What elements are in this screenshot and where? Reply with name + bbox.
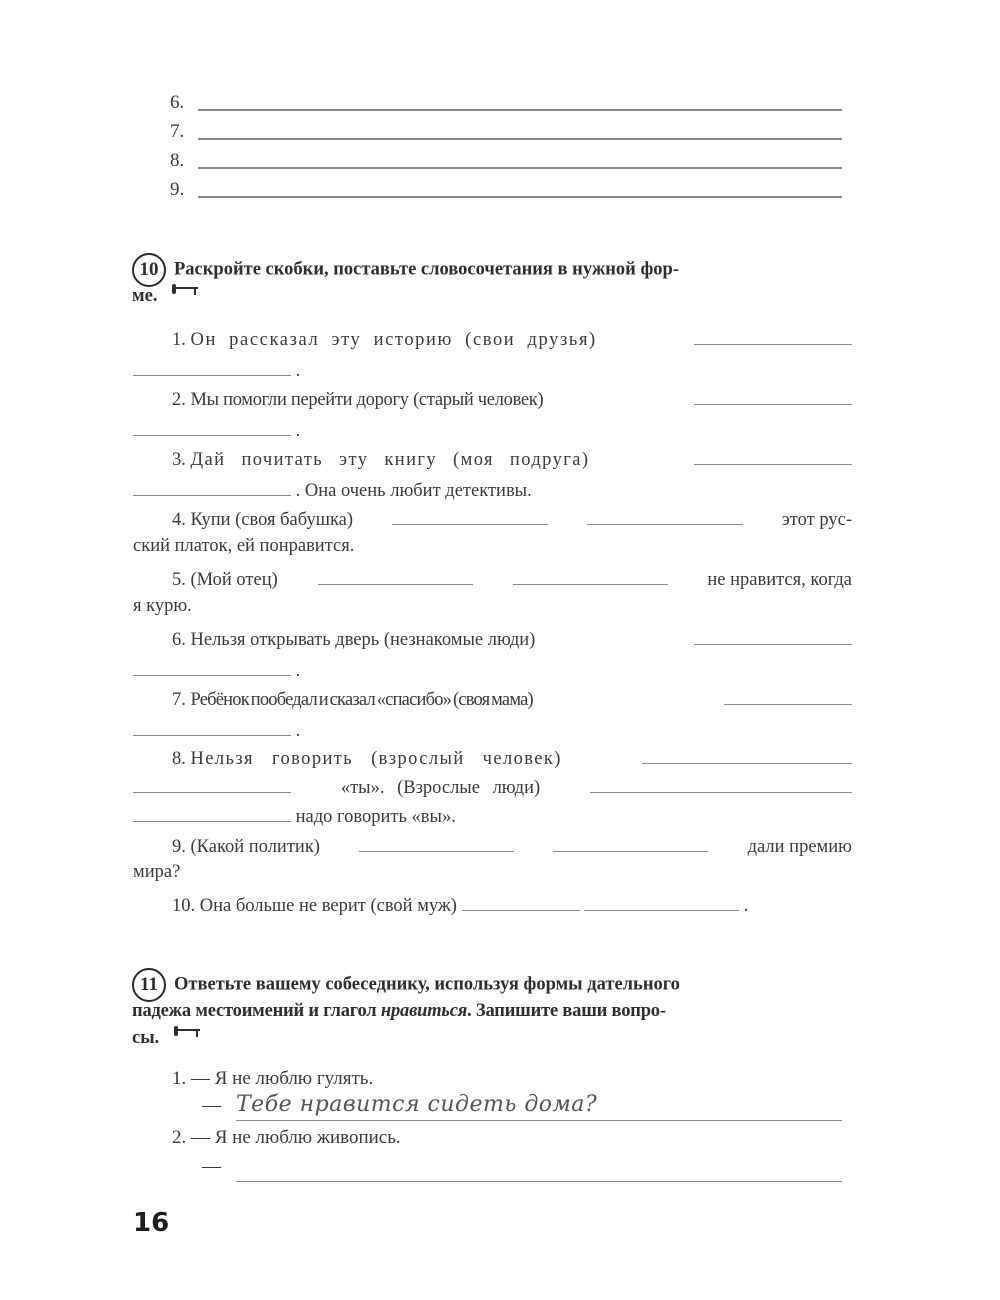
answer-blank[interactable]	[587, 506, 743, 525]
item-number: 2.	[172, 390, 186, 410]
handwritten-answer[interactable]: Тебе нравится сидеть дома?	[236, 1092, 598, 1117]
answer-blank[interactable]	[584, 892, 739, 911]
answer-blank[interactable]	[359, 833, 514, 852]
answer-rule[interactable]	[236, 1181, 842, 1182]
ex10-item-5	[172, 566, 852, 591]
item-text: (Какой политик)	[190, 837, 320, 857]
item-end: . Она очень любит детективы.	[295, 481, 532, 501]
dialog-2-prompt	[172, 1127, 401, 1149]
item-number: 5.	[172, 570, 186, 590]
ex10-item-8-cont2	[133, 803, 456, 828]
item-cont: мира?	[133, 862, 181, 882]
task-instruction: Ответьте вашему собеседнику, используя формы дательного	[174, 974, 680, 995]
ex10-item-5-cont	[133, 596, 192, 617]
answer-blank[interactable]	[392, 506, 548, 525]
item-cont: надо говорить «вы».	[295, 807, 456, 827]
task-instruction-cont: ме.	[132, 286, 158, 306]
item-number: 6.	[172, 630, 186, 650]
item-text: Он рассказал эту историю (свои друзья)	[190, 330, 597, 350]
task-instruction-cont3: сы.	[132, 1028, 160, 1048]
ex10-item-6-cont	[133, 657, 300, 682]
answer-blank[interactable]	[133, 657, 291, 676]
item-cont: я курю.	[133, 596, 192, 616]
answer-blank[interactable]	[553, 833, 708, 852]
dialog-dash: —	[202, 1156, 221, 1177]
task-number-badge: 11	[132, 968, 166, 1002]
ex10-item-9	[172, 833, 852, 858]
item-text: Она больше не верит (свой муж)	[199, 896, 457, 916]
answer-blank[interactable]	[694, 386, 852, 405]
ex10-item-3-cont	[133, 477, 532, 502]
answer-rule[interactable]	[198, 109, 842, 111]
ex10-item-6	[172, 626, 852, 651]
answer-rule[interactable]	[236, 1120, 842, 1121]
task-instruction-cont: падежа местоимений и глагол	[132, 1001, 381, 1021]
item-text: (Мой отец)	[190, 570, 278, 590]
item-number: 3.	[172, 450, 186, 470]
ex10-item-9-cont	[133, 862, 180, 883]
line-number: 9.	[170, 179, 185, 200]
ex10-item-8	[172, 745, 852, 770]
item-text: Дай почитать эту книгу (моя подруга)	[190, 450, 590, 470]
answer-blank[interactable]	[590, 774, 852, 793]
answer-rule[interactable]	[198, 167, 842, 169]
task-number-badge: 10	[132, 253, 166, 287]
item-number: 4.	[172, 510, 186, 530]
answer-blank[interactable]	[133, 477, 291, 496]
line-number: 7.	[170, 121, 185, 142]
ex10-item-2-cont	[133, 417, 300, 442]
answer-blank[interactable]	[694, 446, 852, 465]
answer-blank[interactable]	[133, 417, 291, 436]
answer-blank[interactable]	[694, 626, 852, 645]
ex10-item-1-cont	[133, 357, 300, 382]
dialog-prompt: — Я не люблю гулять.	[191, 1068, 374, 1089]
ex10-item-7-cont	[133, 717, 300, 742]
answer-blank[interactable]	[133, 357, 291, 376]
item-end: .	[743, 896, 749, 916]
page-number: 16	[133, 1208, 170, 1238]
dialog-prompt: — Я не люблю живопись.	[191, 1127, 401, 1148]
item-end: .	[295, 721, 301, 741]
ex10-item-8-cont	[133, 774, 852, 799]
answer-line-8[interactable]	[170, 150, 842, 172]
ex10-item-1	[172, 326, 852, 351]
dialog-2-answer	[202, 1156, 842, 1184]
dialog-1-prompt	[172, 1068, 373, 1090]
item-mid: «ты». (Взрослые люди)	[340, 778, 541, 798]
line-number: 8.	[170, 150, 185, 171]
item-number: 7.	[172, 690, 186, 710]
ex10-item-4	[172, 506, 852, 531]
key-icon	[172, 283, 200, 297]
dialog-dash: —	[202, 1095, 221, 1116]
answer-rule[interactable]	[198, 196, 842, 198]
task-instruction-cont2: . Запишите ваши вопро-	[467, 1001, 666, 1021]
answer-blank[interactable]	[318, 566, 473, 585]
task-11-header	[132, 968, 852, 1052]
item-number: 8.	[172, 749, 186, 769]
ex10-item-2	[172, 386, 852, 411]
answer-line-6[interactable]	[170, 92, 842, 114]
line-number: 6.	[170, 92, 185, 113]
item-text: Нельзя открывать дверь (незнакомые люди)	[190, 630, 536, 650]
answer-blank[interactable]	[724, 686, 852, 705]
answer-blank[interactable]	[694, 326, 852, 345]
item-mid: дали премию	[747, 837, 852, 857]
ex10-item-3	[172, 446, 852, 471]
answer-blank[interactable]	[513, 566, 668, 585]
answer-line-7[interactable]	[170, 121, 842, 143]
answer-blank[interactable]	[133, 803, 291, 822]
task-instruction-verb: нравиться	[380, 1001, 468, 1021]
item-end: .	[295, 661, 301, 681]
answer-blank[interactable]	[133, 774, 291, 793]
item-cont: ский платок, ей понравится.	[133, 536, 355, 556]
item-number: 9.	[172, 837, 186, 857]
item-end: .	[295, 421, 301, 441]
item-text: Нельзя говорить (взрослый человек)	[190, 749, 562, 769]
answer-rule[interactable]	[198, 138, 842, 140]
key-icon	[174, 1025, 202, 1039]
dialog-1-answer	[202, 1092, 842, 1123]
task-10-header	[132, 253, 852, 310]
dialog-number: 2.	[172, 1127, 187, 1148]
dialog-number: 1.	[172, 1068, 187, 1089]
item-mid: не нравится, когда	[707, 570, 852, 590]
item-mid: этот рус-	[781, 510, 852, 530]
ex10-item-4-cont	[133, 536, 354, 557]
item-text: Мы помогли перейти дорогу (старый человек)	[190, 390, 544, 410]
item-text: Купи (своя бабушка)	[190, 510, 354, 530]
ex10-item-10	[172, 892, 748, 917]
item-text: Ребёнок пообедал и сказал «спасибо» (своя мама)	[190, 690, 533, 710]
answer-line-9[interactable]	[170, 179, 842, 201]
answer-blank[interactable]	[133, 717, 291, 736]
item-number: 1.	[172, 330, 186, 350]
task-instruction: Раскройте скобки, поставьте словосочетания в нужной фор-	[174, 259, 679, 280]
item-end: .	[295, 361, 301, 381]
answer-blank[interactable]	[462, 892, 580, 911]
ex10-item-7	[172, 686, 852, 711]
item-number: 10.	[172, 896, 196, 916]
answer-blank[interactable]	[642, 745, 852, 764]
